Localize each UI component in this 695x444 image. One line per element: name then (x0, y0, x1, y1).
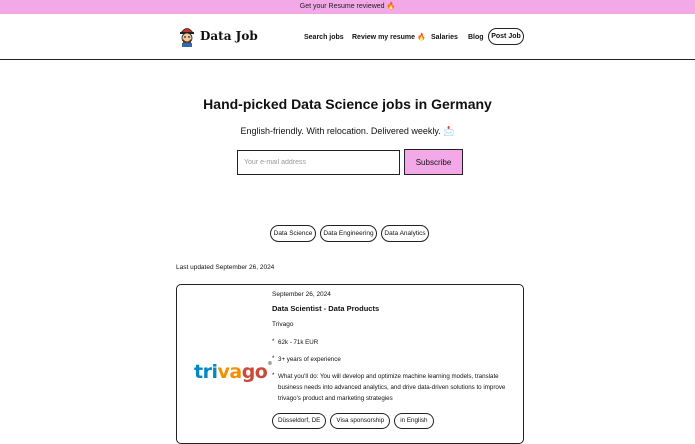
tag-data-engineering[interactable]: Data Engineering (320, 225, 377, 242)
job-tag-language[interactable]: in English (394, 413, 433, 429)
job-salary: * 62k - 71k EUR (272, 337, 522, 348)
tag-data-analytics[interactable]: Data Analytics (381, 225, 429, 242)
nav-salaries[interactable]: Salaries (431, 33, 458, 41)
job-company: Trivago (272, 321, 294, 328)
company-logo: trivago® (194, 361, 272, 383)
nav-blog[interactable]: Blog (468, 33, 484, 41)
post-job-button[interactable]: Post Job (488, 28, 524, 45)
email-input[interactable] (237, 150, 400, 175)
job-experience: * 3+ years of experience (272, 354, 522, 365)
job-details (272, 291, 522, 410)
job-card[interactable] (176, 284, 524, 444)
tag-data-science[interactable]: Data Science (270, 225, 316, 242)
job-title[interactable]: Data Scientist - Data Products (272, 304, 380, 313)
subscribe-button[interactable]: Subscribe (404, 149, 463, 175)
job-bullets (272, 337, 522, 404)
brand-name: Data Job (200, 29, 258, 43)
page-title: Hand-picked Data Science jobs in Germany (203, 96, 492, 112)
site-header (0, 14, 695, 60)
job-tag-visa[interactable]: Visa sponsorship (330, 413, 390, 429)
nav-review-resume[interactable]: Review my resume 🔥 (352, 34, 426, 41)
job-tag-location[interactable]: Düsseldorf, DE (272, 413, 326, 429)
brand-logo[interactable] (178, 25, 258, 47)
promo-banner[interactable] (0, 0, 695, 14)
job-date: September 26, 2024 (272, 291, 331, 298)
page-subtitle: English-friendly. With relocation. Delivered weekly. 📩 (240, 126, 455, 136)
last-updated-text: Last updated September 26, 2024 (176, 264, 275, 271)
brand-mascot-icon (178, 25, 196, 47)
nav-search-jobs[interactable]: Search jobs (304, 33, 344, 41)
promo-banner-text[interactable]: Get your Resume reviewed 🔥 (299, 3, 396, 10)
job-summary: * What you'll do: You will develop and optimize machine learning models, translate business needs into advanced analytics, and drive data-driven solutions to improve trivago's product and marketing strategies (272, 371, 522, 404)
